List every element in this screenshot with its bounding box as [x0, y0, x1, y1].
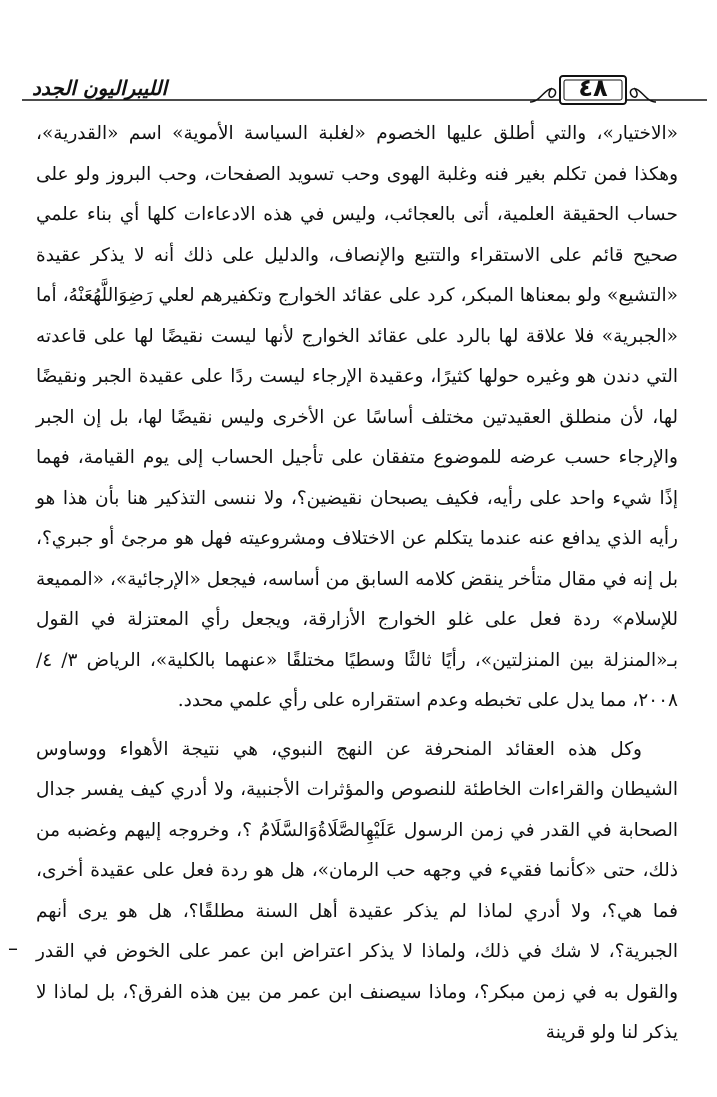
page-header [22, 72, 707, 112]
page-body [36, 114, 678, 1054]
paragraph-1: «الاختيار»، والتي أطلق عليها الخصوم «لغلبة السياسة الأموية» اسم «القدرية»، وهكذا فمن تكلم بغير فنه وغلبة الهوى وحب تسويد الصفحات، وحب البروز ولو على حساب الحقيقة العلمية، أتى بالعجائب، وليس في هذه الادعاءات كلها أي بناء علمي صحيح قائم على الاستقراء والتتبع والإنصاف، والدليل على ذلك أنه لا يذكر عقيدة «التشيع» ولو بمعناها المبكر، كرد على عقائد الخوارج وتكفيرهم لعلي رَضِوَاللَّهُعَنْهُ، أما «الجبرية» فلا علاقة لها بالرد على عقائد الخوارج لأنها ليست نقيضًا لها على قاعدته التي دندن هو وغيره حولها كثيرًا، وعقيدة الإرجاء ليست ردًا على عقيدة الجبر ونقيضًا لها، لأن منطلق العقيدتين مختلف أساسًا عن الأخرى وليس نقيضًا لها، بل إن الجبر والإرجاء حسب عرضه للموضوع متفقان على تأجيل الحساب إلى يوم القيامة، فهما إذًا شيء واحد على رأيه، فكيف يصبحان نقيضين؟، ولا ننسى التذكير هنا بأن هذا هو رأيه الذي يدافع عنه عندما يتكلم عن الاختلاف ومشروعيته فهل هو مرجئ أو جبري؟، بل إنه في مقال متأخر ينقض كلامه السابق من أساسه، فيجعل «الإرجائية»، «المميعة للإسلام» ردة فعل على غلو الخوارج الأزارقة، ويجعل رأي المعتزلة في القول بـ«المنزلة بين المنزلتين»، رأيًا ثالثًا وسطيًا مختلقًا «عنهما بالكلية»، الرياض ٣/ ٤/ ٢٠٠٨، مما يدل على تخبطه وعدم استقراره على رأي علمي محدد. [36, 123, 678, 711]
paragraph-2: وكل هذه العقائد المنحرفة عن النهج النبوي، هي نتيجة الأهواء ووساوس الشيطان والقراءات الخاطئة للنصوص والمؤثرات الأجنبية، ولا أدري كيف يفسر جدال الصحابة في القدر في زمن الرسول عَلَيْهِالصَّلَاةُوَالسَّلَامُ ؟، وخروجه إليهم وغضبه من ذلك، حتى «كأنما فقيء في وجهه حب الرمان»، هل هو ردة فعل على عقيدة أخرى، فما هي؟، ولا أدري لماذا لم يذكر عقيدة أهل السنة مطلقًا؟، هل هو يرى أنهم الجبرية؟، لا شك في ذلك، ولماذا لا يذكر اعتراض ابن عمر على الخوض في القدر والقول به في زمن مبكر؟، وماذا سيصنف ابن عمر من بين هذه الفرق؟، بل لماذا لا يذكر لنا ولو قرينة [36, 738, 678, 1043]
line-continuation-dash: – [8, 936, 18, 960]
page-number: ٤٨ [578, 74, 608, 102]
running-title: الليبراليون الجدد [32, 76, 168, 100]
